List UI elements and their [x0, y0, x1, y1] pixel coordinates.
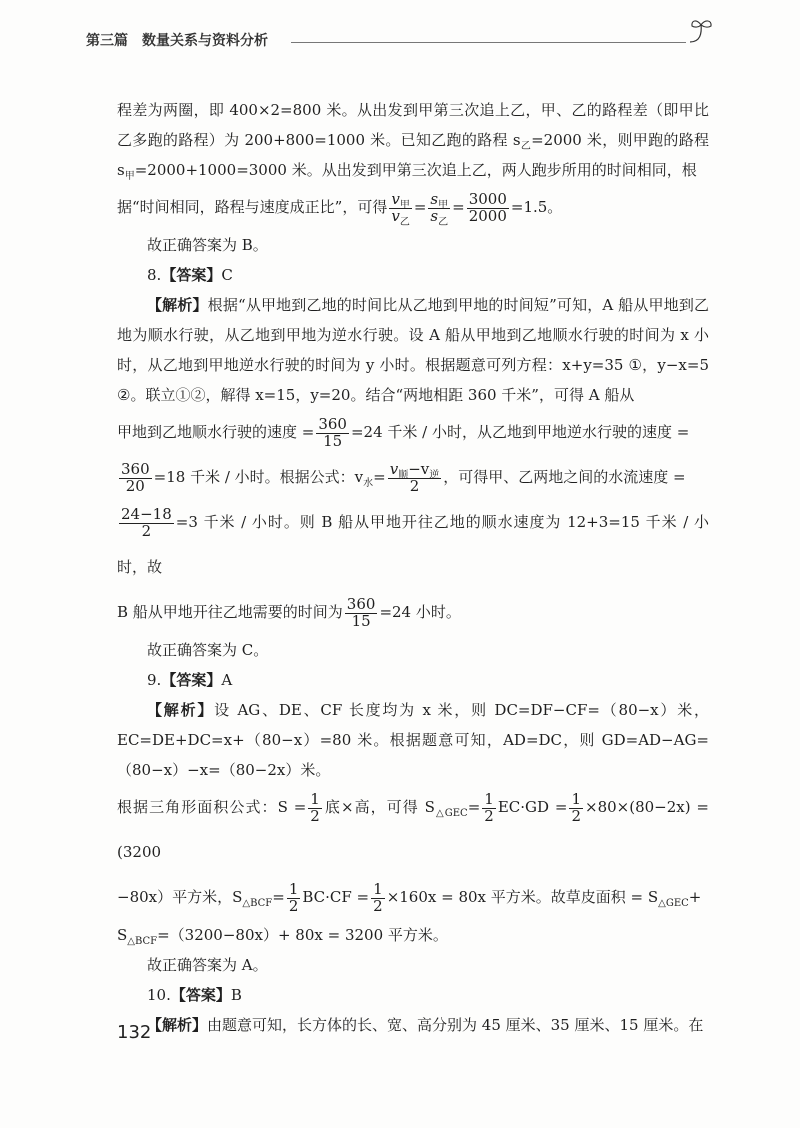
q8-speed-line-2: $\frac{360}{20}$ =18 千米 / 小时。根据公式：$v_水=$ $\frac{v_顺-v_逆}{2}$ ，可得甲、乙两地之间的水流速度 =	[121, 459, 686, 495]
leaf-ornament-icon	[686, 16, 716, 48]
q9-area-line-3: $S_{\triangle BCF}=(3200-80x)+ 80x = 3200$ 平方米。	[117, 926, 448, 947]
conclusion-7: 故正确答案为 B。	[147, 236, 268, 254]
question-10-answer: 10.【答案】B	[147, 986, 242, 1004]
water-speed-formula: $\frac{v_顺-v_逆}{2}$	[389, 459, 440, 495]
question-8-answer: 8.【答案】C	[147, 266, 233, 284]
distance-ratio-fraction: $\frac{s_甲}{s_乙}$	[430, 189, 449, 228]
fraction-half-a: $\frac{1}{2}$	[310, 789, 320, 825]
ratio-formula-line: 据“时间相同，路程与速度成正比”，可得 $\frac{v_甲}{v_乙}$ = $\frac{s_甲}{s_乙}$ = $\frac{3000}{2000}$ =1.5。	[117, 189, 563, 228]
question-10-analysis: 【解析】由题意可知，长方体的长、宽、高分别为 45 厘米、35 厘米、15 厘米。在	[147, 1016, 704, 1034]
velocity-ratio-fraction: $\frac{v_甲}{v_乙}$	[391, 189, 410, 228]
answer-body	[117, 95, 709, 1040]
question-9-analysis: 【解析】设 AG、DE、CF 长度均为 x 米，则 DC=DF−CF=（80−x）米，EC=DE+DC=x+（80−x）=80 米。根据题意可知，AD=DC，则 GD=AD−AG=（80−x）−x=（80−2x）米。	[117, 701, 709, 779]
page-header	[86, 16, 716, 48]
fraction-360-20: $\frac{360}{20}$	[121, 459, 150, 495]
fraction-half-e: $\frac{1}{2}$	[373, 879, 383, 915]
q9-area-line-1: 根据三角形面积公式：S = $\frac{1}{2}$ 底×高，可得 $S_{\triangle GEC}=$ $\frac{1}{2}$ EC·GD = $\frac{1}{2}$ ×80×(80−2x) = (3200	[117, 789, 709, 861]
fraction-half-d: $\frac{1}{2}$	[288, 879, 299, 915]
q8-time-line: B 船从甲地开往乙地需要的时间为 $\frac{360}{15}$ =24 小时。	[117, 594, 461, 630]
conclusion-8: 故正确答案为 C。	[147, 641, 269, 659]
q8-speed-line-3: $\frac{24-18}{2}$ =3 千米 / 小时。则 B 船从甲地开往乙地的顺水速度为 12+3=15 千米 / 小时，故	[117, 504, 709, 576]
chapter-title: 第三篇 数量关系与资料分析	[86, 33, 268, 49]
fraction-360-15-b: $\frac{360}{15}$	[346, 594, 376, 630]
fraction-half-b: $\frac{1}{2}$	[484, 789, 494, 825]
fraction-24-18-over-2: $\frac{24-18}{2}$	[121, 504, 172, 540]
question-8-analysis: 【解析】根据“从甲地到乙地的时间比从乙地到甲地的时间短”可知，A 船从甲地到乙地为顺水行驶，从乙地到甲地为逆水行驶。设 A 船从甲地到乙地顺水行驶的时间为 x 小时，从乙地到甲地逆水行驶的时间为 y 小时。根据题意可列方程：x+y=35 ①，y−x=5 ②。联立①②，解得 x=15，y=20。结合“两地相距 360 千米”，可得 A 船从	[117, 296, 709, 404]
q9-area-line-2: −80x）平方米，$S_{\triangle BCF}=$ $\frac{1}{2}$ BC·CF = $\frac{1}{2}$ ×160x = 80x 平方米。故草皮面积 = $S_{\triangle GEC}+$	[117, 879, 702, 915]
conclusion-9: 故正确答案为 A。	[147, 956, 268, 974]
fraction-half-c: $\frac{1}{2}$	[571, 789, 581, 825]
value-ratio-fraction: $\frac{3000}{2000}$	[468, 189, 507, 225]
page-number: 132	[117, 1022, 152, 1043]
question-9-answer: 9.【答案】A	[147, 671, 233, 689]
q8-speed-line-1: 甲地到乙地顺水行驶的速度 = $\frac{360}{15}$ =24 千米 / 小时，从乙地到甲地逆水行驶的速度 =	[117, 414, 690, 450]
paragraph-1: 程差为两圈，即 400×2=800 米。从出发到甲第三次追上乙，甲、乙的路程差（即甲比乙多跑的路程）为 200+800=1000 米。已知乙跑的路程 $s_乙=2000$ 米，则甲跑的路程 $s_甲=2000+1000=3000$ 米。从出发到甲第三次追上乙，两人跑步所用的时间相同，根	[117, 101, 709, 182]
header-rule	[291, 42, 686, 43]
fraction-360-15: $\frac{360}{15}$	[318, 414, 347, 450]
